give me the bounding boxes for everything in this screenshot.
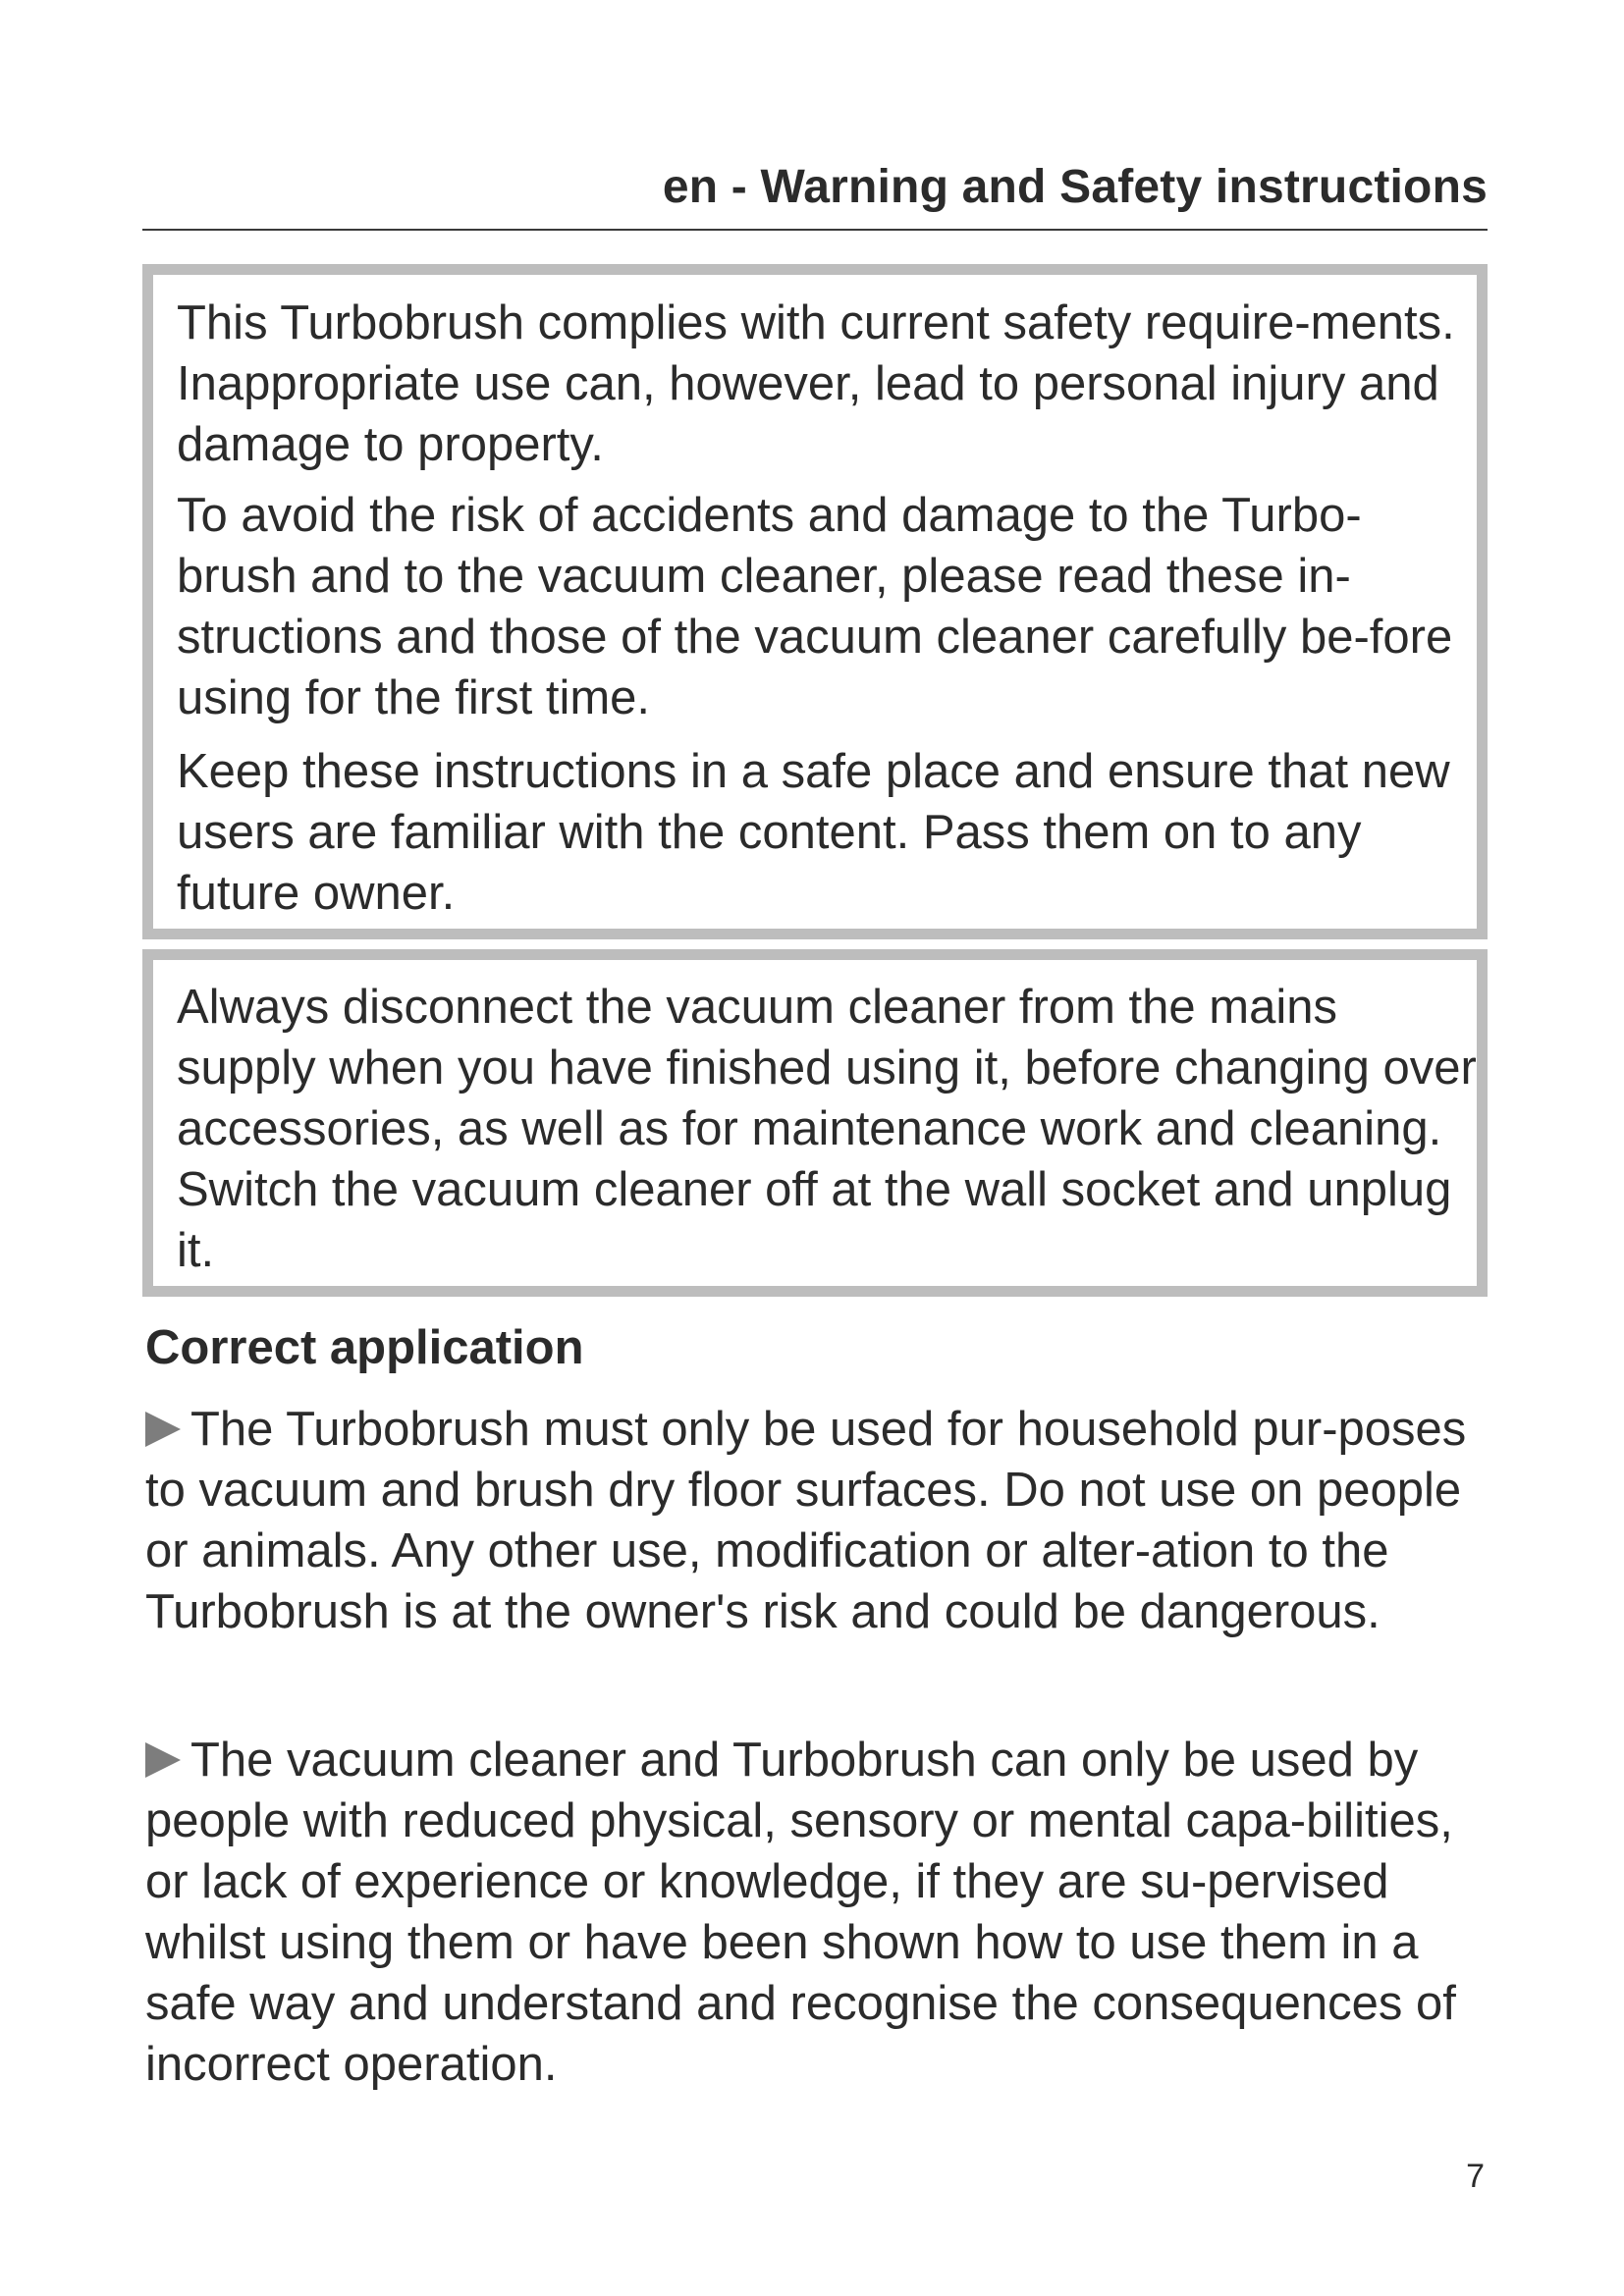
safety-paragraph-keep-instructions: Keep these instructions in a safe place and ensure that new users are familiar with the content. Pass them on to any future owner. [177,745,1450,920]
disconnect-warning-paragraph: Always disconnect the vacuum cleaner from the mains supply when you have finished using it, before changing over accessories, as well as for maintenance work and cleaning. Switch the vacuum cleaner off at the wall socket and unplug it. [177,981,1477,1277]
disconnect-warning-box [142,949,1488,1297]
bullet-text: The Turbobrush must only be used for household pur-poses to vacuum and brush dry floor surfaces. Do not use on people or animals. Any other use, modification or alter-ation to the Turbobrush is at the owner's risk and could be dangerous. [145,1403,1467,1638]
page-header-title: en - Warning and Safety instructions [662,161,1488,213]
bullet-item-household-use [145,1399,1490,1642]
safety-paragraph-read-instructions: To avoid the risk of accidents and damage to the Turbo-brush and to the vacuum cleaner, please read these in-structions and those of the vacuum cleaner carefully be-fore using for the first time. [177,489,1453,724]
triangle-bullet-icon [145,1412,181,1447]
safety-notice-box [142,264,1488,939]
section-heading-correct-application: Correct application [145,1321,584,1374]
safety-paragraph-compliance: This Turbobrush complies with current safety require-ments. Inappropriate use can, however, lead to personal injury and damage to property. [177,296,1455,471]
triangle-bullet-icon [145,1742,181,1778]
page-number: 7 [1466,2158,1485,2195]
bullet-item-supervised-use [145,1730,1490,2095]
bullet-text: The vacuum cleaner and Turbobrush can only be used by people with reduced physical, sensory or mental capa-bilities, or lack of experience or knowledge, if they are su-pervised whilst using them or have been shown how to use them in a safe way and understand and recognise the consequences of incorrect operation. [145,1734,1456,2091]
header-divider [142,229,1488,231]
